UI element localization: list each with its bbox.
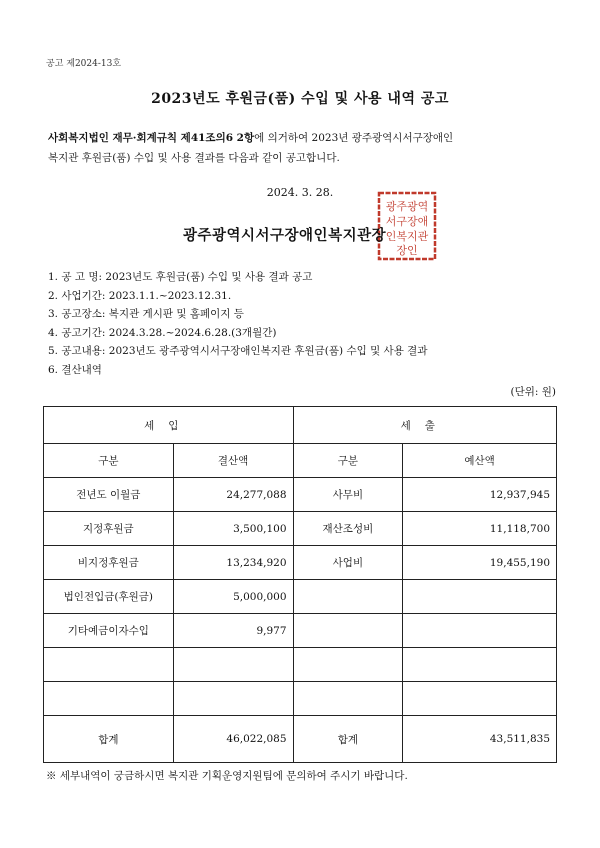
announcement-items (48, 268, 427, 379)
income-category-cell: 전년도 이월금 (44, 478, 174, 512)
income-amount-cell: 9,977 (173, 614, 293, 648)
expense-amount-cell (403, 614, 557, 648)
intro-regulation: 사회복지법인 재무·회계규칙 제41조의6 2항 (48, 132, 255, 144)
expense-category-cell: 사업비 (293, 546, 403, 580)
table-row (44, 580, 557, 614)
income-header: 세입 (44, 407, 294, 444)
income-amount-cell: 13,234,920 (173, 546, 293, 580)
expense-category-cell (293, 648, 403, 682)
income-category-cell: 기타예금이자수입 (44, 614, 174, 648)
total-income: 46,022,085 (173, 716, 293, 763)
item-duration: 4. 공고기간: 2024.3.28.~2024.6.28.(3개월간) (48, 326, 277, 339)
table-row (44, 648, 557, 682)
col-header-category-2: 구분 (293, 444, 403, 478)
expense-category-cell: 사무비 (293, 478, 403, 512)
item-title: 1. 공 고 명: 2023년도 후원금(품) 수입 및 사용 결과 공고 (48, 271, 313, 283)
total-label-expense: 합계 (293, 716, 403, 763)
total-label-income: 합계 (44, 716, 174, 763)
document-number: 공고 제2024-13호 (46, 59, 122, 69)
seal-text-line: 서구장애 (385, 215, 429, 228)
unit-label: (단위: 원) (510, 386, 556, 398)
intro-paragraph (48, 128, 558, 168)
income-category-cell: 비지정후원금 (44, 546, 174, 580)
income-category-cell: 법인전입금(후원금) (44, 580, 174, 614)
table-row (44, 546, 557, 580)
table-row (44, 614, 557, 648)
organization-name: 광주광역시서구장애인복지관장 (183, 227, 387, 244)
announcement-date: 2024. 3. 28. (266, 186, 334, 199)
item-location: 3. 공고장소: 복지관 게시판 및 홈페이지 등 (48, 308, 244, 320)
total-expense: 43,511,835 (403, 716, 557, 763)
expense-category-cell (293, 580, 403, 614)
table-row (44, 512, 557, 546)
col-header-settled: 결산액 (173, 444, 293, 478)
income-amount-cell: 3,500,100 (173, 512, 293, 546)
expense-amount-cell: 11,118,700 (403, 512, 557, 546)
income-amount-cell: 5,000,000 (173, 580, 293, 614)
seal-text-line: 장인 (396, 244, 418, 257)
table-row (44, 682, 557, 716)
col-header-budget: 예산액 (403, 444, 557, 478)
expense-amount-cell (403, 580, 557, 614)
income-category-cell: 지정후원금 (44, 512, 174, 546)
intro-text-2: 복지관 후원금(품) 수입 및 사용 결과를 다음과 같이 공고합니다. (48, 152, 340, 164)
expense-amount-cell: 19,455,190 (403, 546, 557, 580)
expense-amount-cell: 12,937,945 (403, 478, 557, 512)
page-title: 2023년도 후원금(품) 수입 및 사용 내역 공고 (151, 91, 449, 107)
seal-text-line: 인복지관 (385, 230, 429, 243)
income-category-cell (44, 648, 174, 682)
intro-text-1: 에 의거하여 2023년 광주광역시서구장애인 (254, 132, 454, 144)
expense-amount-cell (403, 682, 557, 716)
footer-note: ※ 세부내역이 궁금하시면 복지관 기획운영지원팀에 문의하여 주시기 바랍니다. (46, 770, 408, 782)
item-period: 2. 사업기간: 2023.1.1.~2023.12.31. (48, 289, 232, 302)
income-amount-cell (173, 682, 293, 716)
total-row (44, 716, 557, 763)
item-content: 5. 공고내용: 2023년도 광주광역시서구장애인복지관 후원금(품) 수입 및 사용 결과 (48, 345, 428, 357)
item-settlement: 6. 결산내역 (48, 363, 102, 376)
seal-text-line: 광주광역 (385, 200, 429, 213)
expense-category-cell (293, 682, 403, 716)
table-row (44, 478, 557, 512)
col-header-category: 구분 (44, 444, 174, 478)
income-amount-cell (173, 648, 293, 682)
expense-category-cell: 재산조성비 (293, 512, 403, 546)
income-amount-cell: 24,277,088 (173, 478, 293, 512)
expense-header: 세출 (293, 407, 556, 444)
expense-category-cell (293, 614, 403, 648)
income-category-cell (44, 682, 174, 716)
settlement-table (43, 406, 557, 763)
expense-amount-cell (403, 648, 557, 682)
